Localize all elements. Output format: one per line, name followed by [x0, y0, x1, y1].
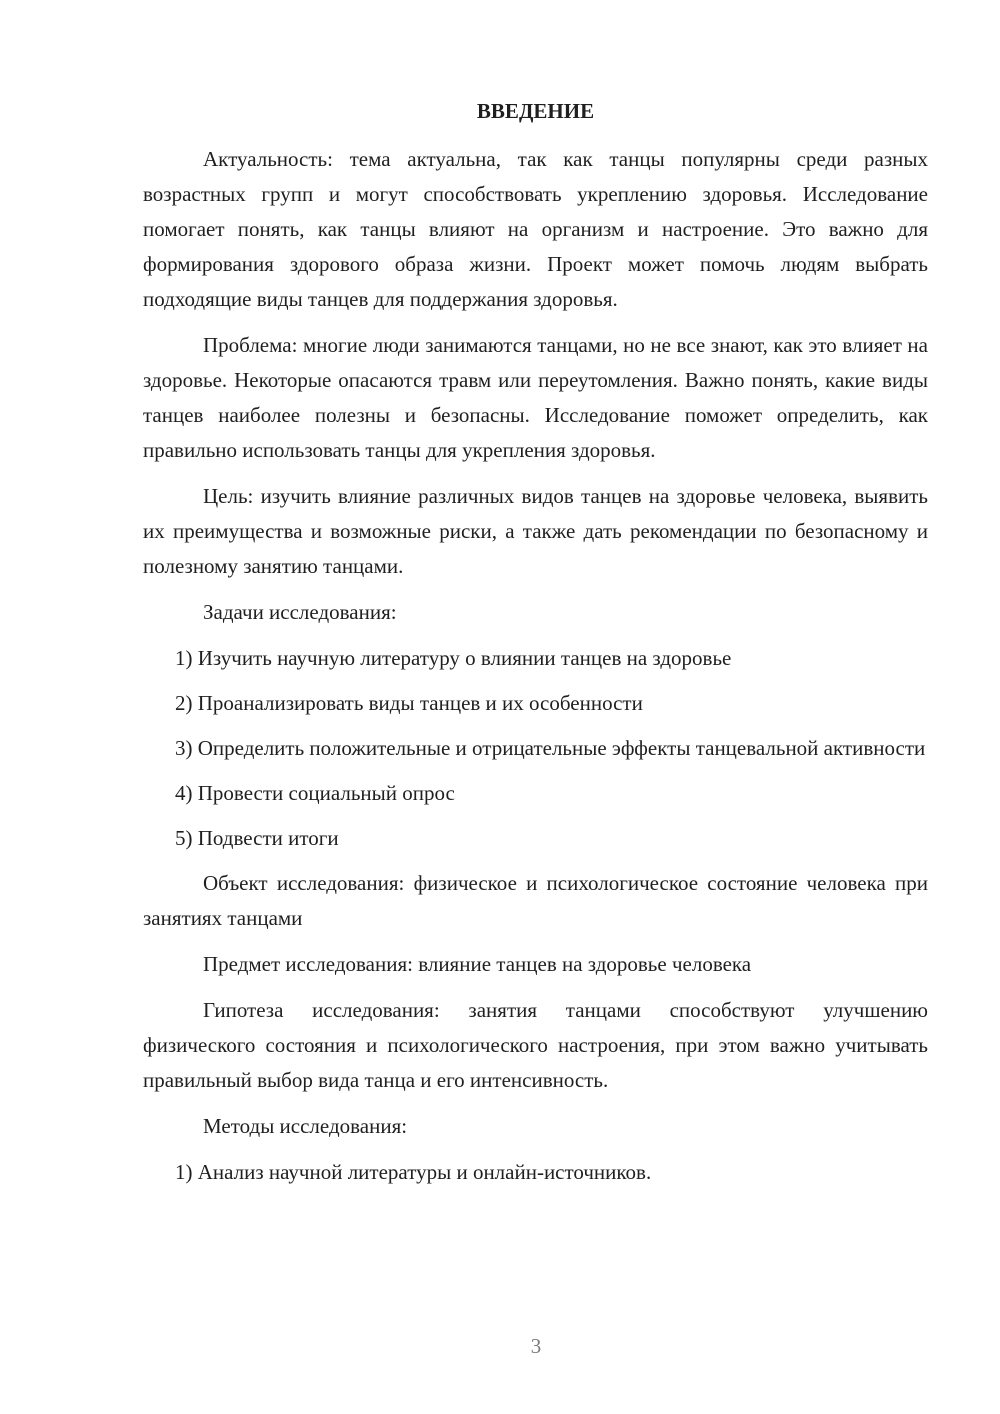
task-item: 2) Проанализировать виды танцев и их особенности	[175, 691, 643, 715]
relevance-paragraph: Актуальность: тема актуальна, так как танцы популярны среди разных возрастных групп и могут способствовать укреплению здоровья. Исследование помогает понять, как танцы влияют на организм и настроение. Это важно для формирования здорового образа жизни. Проект может помочь людям выбрать подходящие виды танцев для поддержания здоровья.	[143, 147, 928, 311]
task-item: 5) Подвести итоги	[175, 826, 339, 850]
method-item: 1) Анализ научной литературы и онлайн-источников.	[175, 1160, 652, 1184]
task-item: 1) Изучить научную литературу о влиянии танцев на здоровье	[175, 646, 732, 670]
page-content	[143, 94, 928, 1200]
goal-paragraph: Цель: изучить влияние различных видов танцев на здоровье человека, выявить их преимущества и возможные риски, а также дать рекомендации по безопасному и полезному занятию танцами.	[143, 484, 928, 578]
methods-heading: Методы исследования:	[203, 1114, 408, 1138]
section-title: ВВЕДЕНИЕ	[476, 99, 595, 123]
task-item: 3) Определить положительные и отрицательные эффекты танцевальной активности	[175, 736, 926, 760]
subject-paragraph: Предмет исследования: влияние танцев на здоровье человека	[203, 952, 752, 976]
problem-paragraph: Проблема: многие люди занимаются танцами, но не все знают, как это влияет на здоровье. Некоторые опасаются травм или переутомления. Важно понять, какие виды танцев наиболее полезны и безопасны. Исследование поможет определить, как правильно использовать танцы для укрепления здоровья.	[143, 333, 928, 462]
object-paragraph: Объект исследования: физическое и психологическое состояние человека при занятиях танцами	[143, 871, 928, 930]
hypothesis-paragraph: Гипотеза исследования: занятия танцами способствуют улучшению физического состояния и психологического настроения, при этом важно учитывать правильный выбор вида танца и его интенсивность.	[143, 998, 928, 1092]
tasks-heading: Задачи исследования:	[203, 600, 397, 624]
task-item: 4) Провести социальный опрос	[175, 781, 455, 805]
page-number: 3	[530, 1334, 542, 1358]
